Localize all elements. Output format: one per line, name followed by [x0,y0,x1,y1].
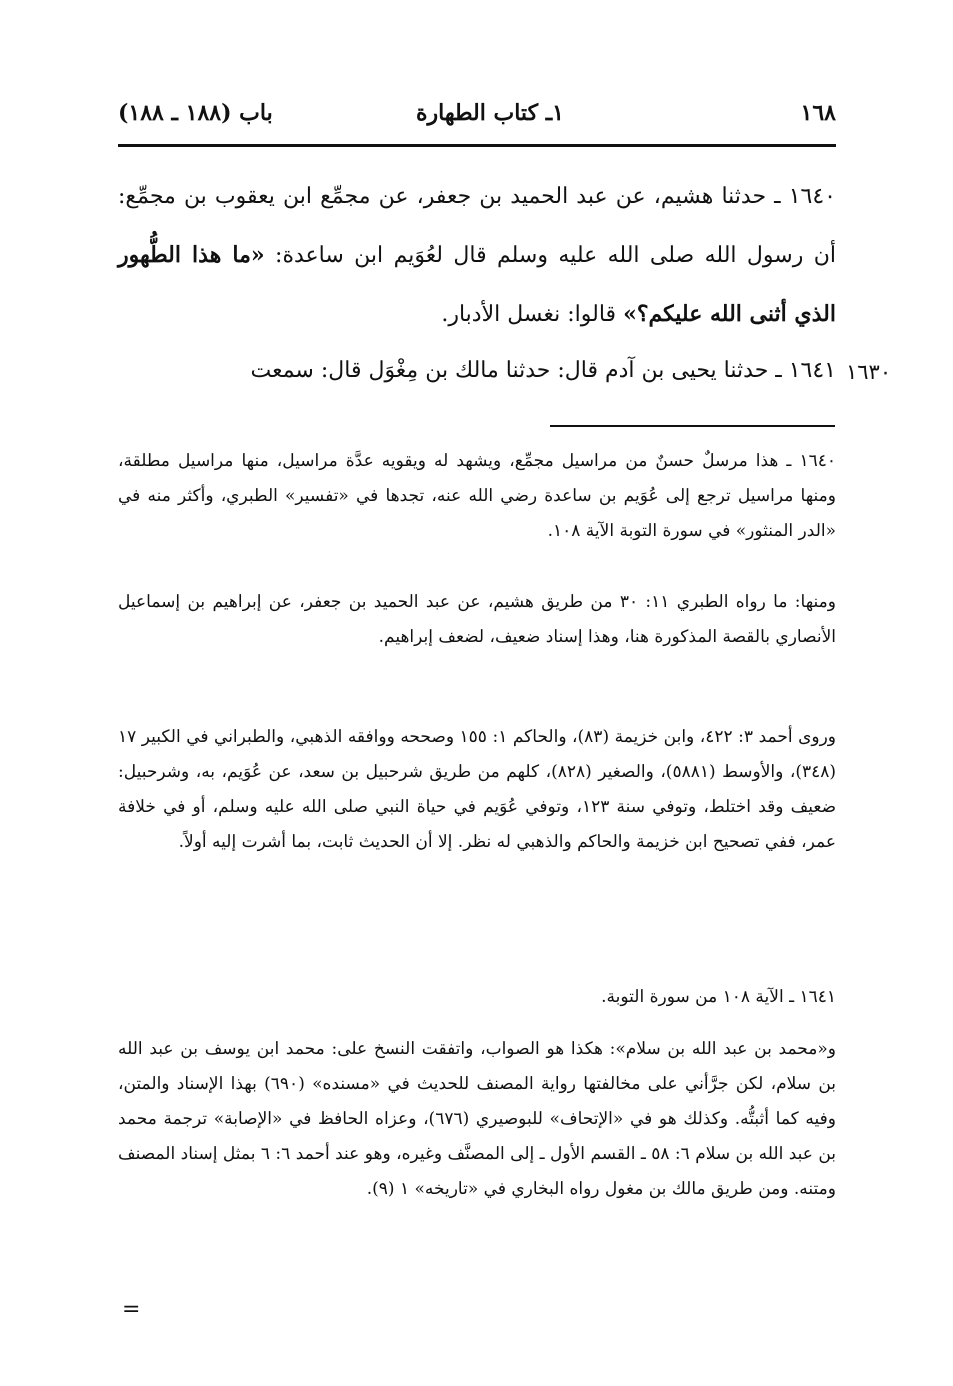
footnote-1640-a [118,444,836,549]
footnote-1640-b-text: ومنها: ما رواه الطبري ١١: ٣٠ من طريق هشيم، عن عبد الحميد بن جعفر، عن إبراهيم بن إسماعيل الأنصاري بالقصة المذكورة هنا، وهذا إسناد ضعيف، لضعف إبراهيم. [118,592,836,647]
chapter-range: باب (١٨٨ ـ ١٨٨) [118,100,273,126]
page-number: ١٦٨ [800,100,836,126]
footnote-1640-c-text: وروى أحمد ٣: ٤٢٢، وابن خزيمة (٨٣)، والحاكم ١: ١٥٥ وصححه ووافقه الذهبي، والطبراني في الكبير ١٧ (٣٤٨)، والأوسط (٥٨٨١)، والصغير (٨٢٨)، كلهم من طريق شرحبيل بن سعد، عن عُوَيم، به، وشرحبيل: ضعيف وقد اختلط، وتوفي سنة ١٢٣، وتوفي عُوَيم في حياة النبي صلى الله عليه وسلم، أو في خلافة عمر، ففي تصحيح ابن خزيمة والحاكم والذهبي له نظر. إلا أن الحديث ثابت، بما أشرت إليه أولاً. [118,727,837,852]
hadith-1641-text: ١٦٤١ ـ حدثنا يحيى بن آدم قال: حدثنا مالك بن مِغْوَل قال: سمعت [250,358,836,383]
footnote-1641-b [118,1032,836,1207]
hadith-1641 [118,342,836,400]
footnote-1640-a-text: ١٦٤٠ ـ هذا مرسلٌ حسنٌ من مراسيل مجمِّع، ويشهد له ويقويه عدَّة مراسيل، منها مراسيل مطلقة، ومنها مراسيل ترجع إلى عُوَيم بن ساعدة رضي الله عنه، تجدها في «تفسير» الطبري، وأكثر منه في «الدر المنثور» في سورة التوبة الآية ١٠٨. [118,451,836,541]
footnote-1641-a [118,980,836,1015]
margin-number: ١٦٣٠ [846,360,892,384]
footnote-separator [550,425,835,427]
continuation-mark: = [122,1297,141,1322]
hadith-1640-end: قالوا: نغسل الأدبار. [441,302,617,327]
header-rule [118,144,836,147]
hadith-1640-quote: «ما هذا الطُّهور الذي أثنى الله عليكم؟» [118,242,836,327]
footnote-1640-b [118,585,836,655]
page-header [118,92,836,136]
hadith-1640-text: ١٦٤٠ ـ حدثنا هشيم، عن عبد الحميد بن جعفر، عن مجمِّع ابن يعقوب بن مجمِّع: أن رسول الله صلى الله عليه وسلم قال لعُوَيم ابن ساعدة: [118,184,836,268]
book-title: ١ـ كتاب الطهارة [416,100,564,126]
footnote-1641-a-text: ١٦٤١ ـ الآية ١٠٨ من سورة التوبة. [601,987,836,1007]
footnote-1640-c [118,720,836,860]
footnote-1641-b-text: و«محمد بن عبد الله بن سلام»: هكذا هو الصواب، واتفقت النسخ على: محمد ابن يوسف بن عبد الله بن سلام، لكن جرَّأني على مخالفتها رواية المصنف للحديث في «مسنده» (٦٩٠) بهذا الإسناد والمتن، وفيه كما أثبتُّه. وكذلك هو في «الإتحاف» للبوصيري (٦٧٦)، وعزاه الحافظ في «الإصابة» ترجمة محمد بن عبد الله بن سلام ٦: ٥٨ ـ القسم الأول ـ إلى المصنَّف وغيره، وهو عند أحمد ٦: ٦ بمثل إسناد المصنف ومتنه. ومن طريق مالك بن مغول رواه البخاري في «تاريخه» ١ (٩). [118,1039,837,1199]
hadith-1640 [118,168,836,344]
